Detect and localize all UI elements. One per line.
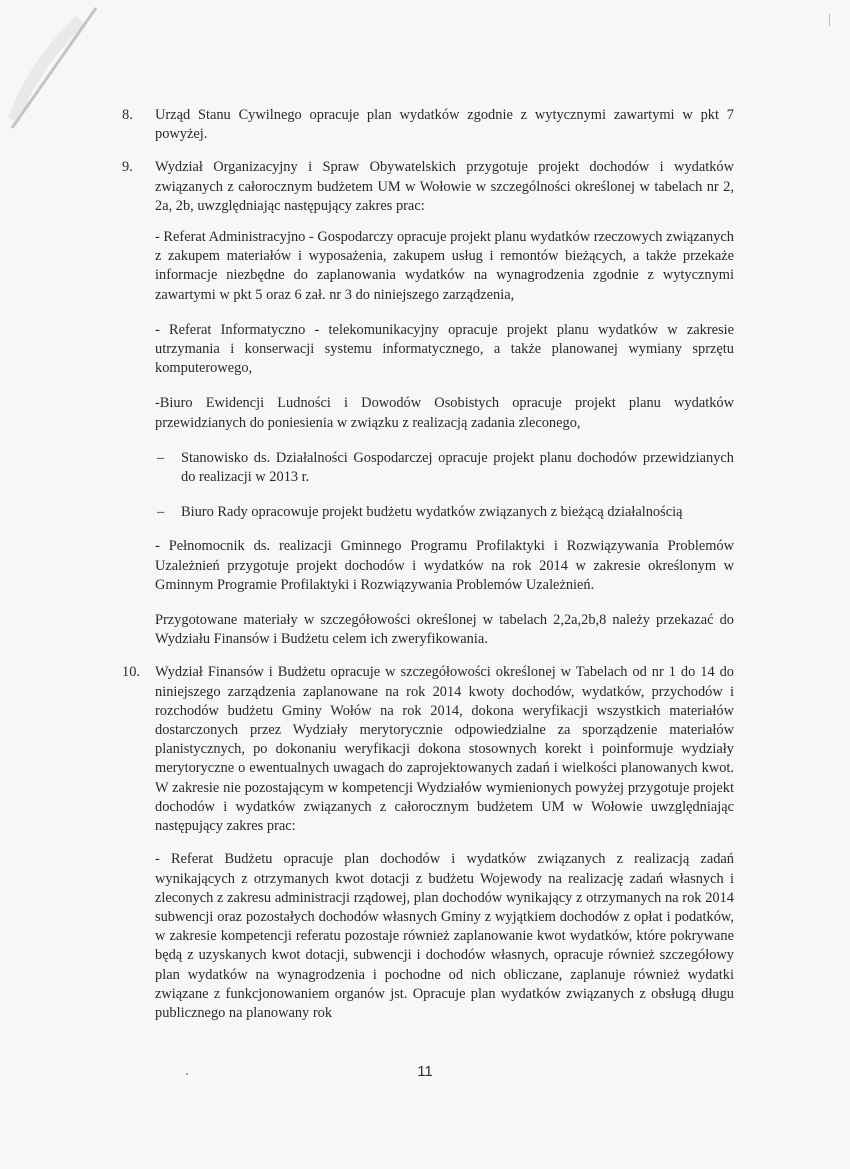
dash-item-text: Stanowisko ds. Działalności Gospodarczej opracuje projekt planu dochodów przewidzianych do realizacji w 2013 r. <box>181 449 734 486</box>
list-item-10 <box>122 663 734 836</box>
scan-artifact-line <box>0 0 120 150</box>
paragraph-biuro-ewidencji: -Biuro Ewidencji Ludności i Dowodów Osobistych opracuje projekt planu wydatków przewidzianych do poniesienia w związku z realizacją zadania zleconego, <box>155 395 734 431</box>
dash-bullet: – <box>157 504 165 521</box>
item-number: 9. <box>122 159 133 176</box>
paragraph-pelnomocnik: - Pełnomocnik ds. realizacji Gminnego Programu Profilaktyki i Rozwiązywania Problemów Uzależnień przygotuje projekt dochodów i wydatków na rok 2014 w zakresie określonym w Gminnym Programie Profilaktyki i Rozwiązywania Problemów Uzależnień. <box>155 538 734 593</box>
item-text: Wydział Organizacyjny i Spraw Obywatelskich przygotuje projekt dochodów i wydatków związanych z całorocznym budżetem UM w Wołowie w szczególności określonej w tabelach nr 2, 2a, 2b, uwzględniając następujący zakres prac: <box>155 159 734 214</box>
page-number: 11 <box>417 1063 433 1080</box>
paragraph-przygotowane-materialy: Przygotowane materiały w szczegółowości określonej w tabelach 2,2a,2b,8 należy przekazać do Wydziału Finansów i Budżetu celem ich zweryfikowania. <box>155 612 734 648</box>
list-item-9 <box>122 158 734 216</box>
item-text: Urząd Stanu Cywilnego opracuje plan wydatków zgodnie z wytycznymi zawartymi w pkt 7 powyżej. <box>155 107 734 143</box>
paragraph-referat-administracyjno: - Referat Administracyjno - Gospodarczy opracuje projekt planu wydatków rzeczowych związanych z zakupem materiałów i wyposażenia, zakupem usług i remontów bieżących, a także przekaże informacje niezbędne do zaplanowania wydatków na wynagrodzenia zgodnie z wytycznymi zawartymi w pkt 5 oraz 6 zał. nr 3 do niniejszego zarządzenia, <box>155 229 734 303</box>
item-number: 10. <box>122 664 140 681</box>
dash-item-stanowisko <box>155 449 734 487</box>
list-item-8 <box>122 106 734 144</box>
dash-bullet: – <box>157 449 165 466</box>
item-number: 8. <box>122 107 133 123</box>
paragraph-referat-budzetu: - Referat Budżetu opracuje plan dochodów i wydatków związanych z realizacją zadań wynikających z otrzymanych kwot dotacji z budżetu Wojewody na realizację zadań własnych i zleconych z zakresu administracji rządowej, plan dochodów wynikający z otrzymanych na rok 2014 subwencji oraz pozostałych dochodów własnych Gminy z wyjątkiem dochodów z opłat i podatków, w zakresie kompetencji referatu pozostaje również zaplanowanie kwot wydatków, które pokrywane będą z uzyskanych kwot dotacji, subwencji i dochodów własnych, opracuje również szczegółowy plan wydatków na wynagrodzenia i pochodne od nich obliczane, zaplanuje również wydatki związane z funkcjonowaniem organów jst. Opracuje plan wydatków związanych z obsługą długu publicznego na planowany rok <box>155 851 734 1021</box>
dash-item-text: Biuro Rady opracowuje projekt budżetu wydatków związanych z bieżącą działalnością <box>181 504 683 521</box>
document-page <box>122 106 734 1023</box>
paragraph-referat-informatyczno: - Referat Informatyczno - telekomunikacyjny opracuje projekt planu wydatków w zakresie utrzymania i konserwacji systemu informatycznego, a także planowanej wymiany sprzętu komputerowego, <box>155 321 734 377</box>
dash-item-biuro-rady <box>155 503 734 522</box>
item-text: Wydział Finansów i Budżetu opracuje w szczegółowości określonej w Tabelach od nr 1 do 14 do niniejszego zarządzenia zaplanowane na rok 2014 kwoty dochodów, wydatków, przychodów i rozchodów budżetu Gminy Wołów na rok 2014, dokona weryfikacji wszystkich materiałów dostarczonych przez Wydziały merytorycznie odpowiedzialne za sporządzenie materiałów planistycznych, po dokonaniu weryfikacji dokona stosownych korekt i poinformuje wydziały merytoryczne o ewentualnych uwagach do zaprojektowanych zadań i wielkości planowanych kwot. W zakresie nie pozostającym w kompetencji Wydziałów wymienionych powyżej przygotuje projekt dochodów i wydatków związanych z całorocznym budżetem UM w Wołowie uwzględniając następujący zakres prac: <box>155 664 734 835</box>
scan-edge-mark <box>829 14 836 26</box>
